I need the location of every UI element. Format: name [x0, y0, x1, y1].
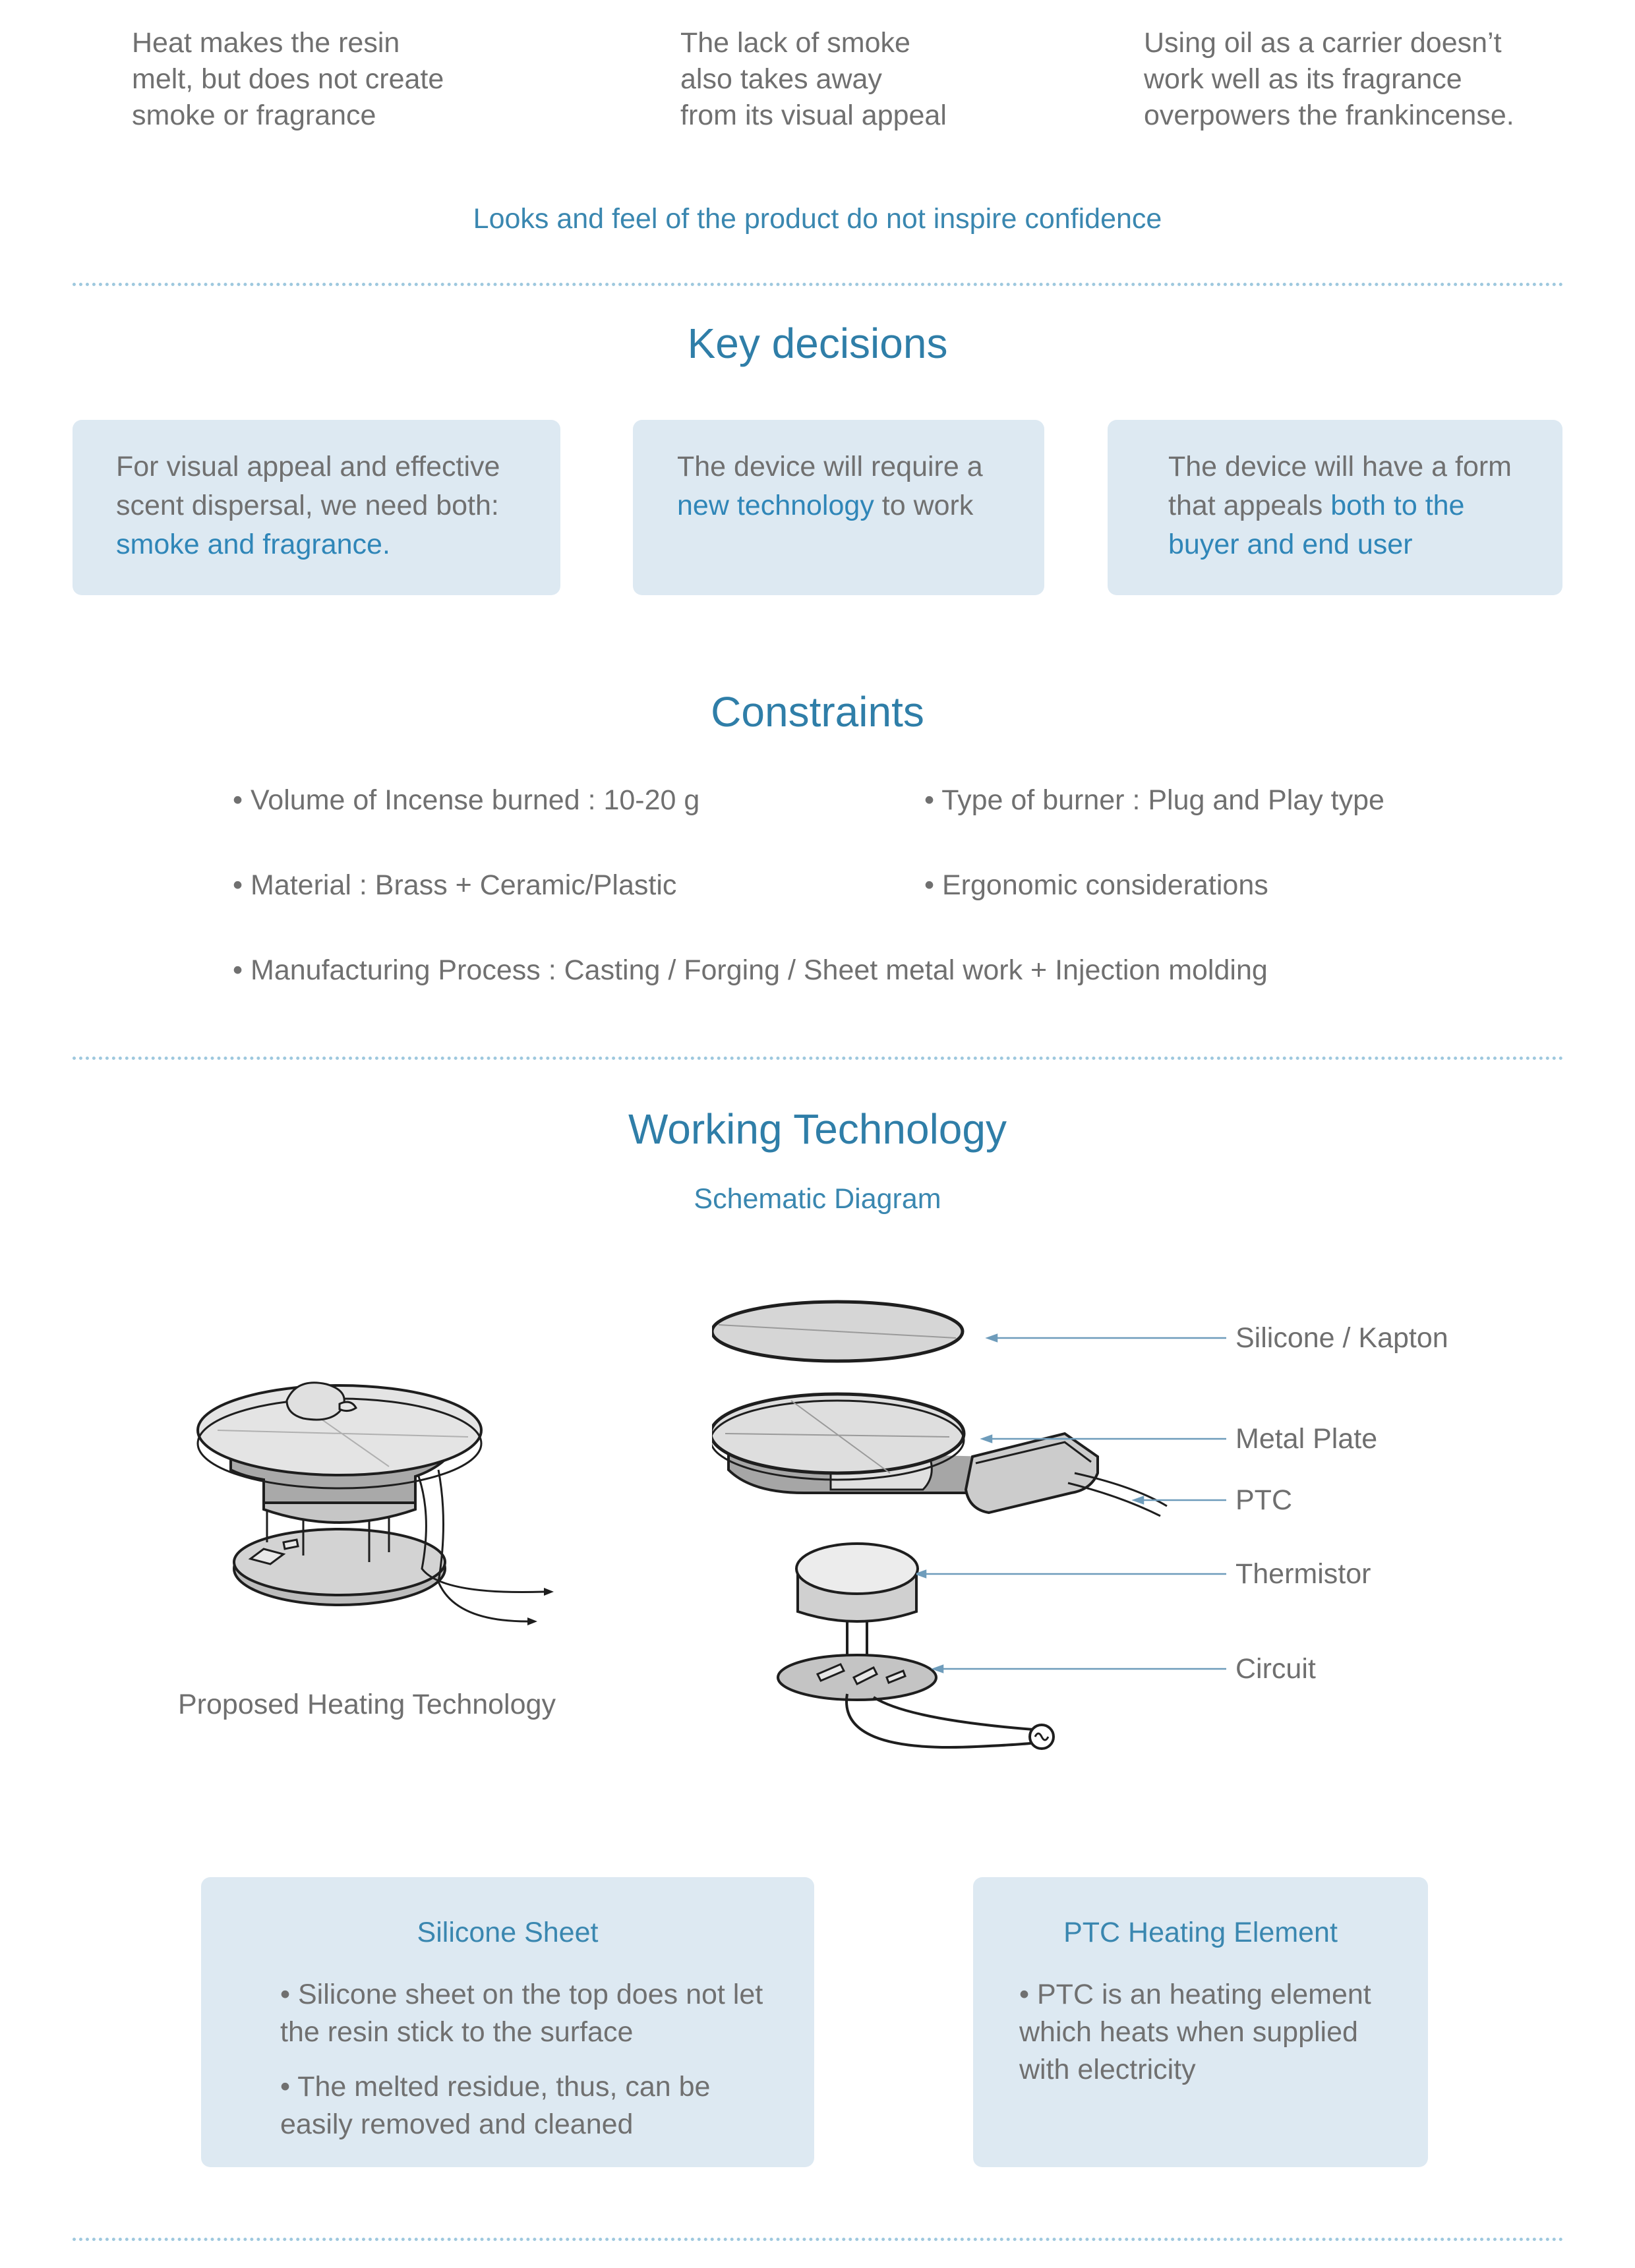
decision-card-2 — [633, 420, 1044, 595]
decision-card-3 — [1108, 420, 1562, 595]
working-technology-heading: Working Technology — [628, 1105, 1007, 1153]
section-divider — [73, 2238, 1564, 2241]
label-leader-lines — [916, 1318, 1246, 1687]
decision-text-end: to work — [874, 490, 974, 521]
key-decisions-heading: Key decisions — [687, 320, 948, 367]
section-divider — [73, 1057, 1564, 1060]
decision-text: The device will have a form that appeals — [1168, 451, 1512, 521]
decision-text: For visual appeal and effective scent dispersal, we need both: — [116, 451, 500, 521]
schematic-subtitle: Schematic Diagram — [694, 1183, 941, 1215]
silicone-point: • The melted residue, thus, can be easily removed and cleaned — [280, 2071, 711, 2140]
section-divider — [73, 283, 1564, 286]
ptc-heating-element-title: PTC Heating Element — [1063, 1917, 1338, 1948]
constraint-item: • Volume of Incense burned : 10-20 g — [233, 784, 700, 816]
problem-statement-2: The lack of smoke also takes away from its visual appeal — [680, 27, 947, 131]
label-circuit: Circuit — [1235, 1653, 1316, 1685]
proposed-heating-illustration — [178, 1345, 560, 1648]
decision-card-1 — [73, 420, 560, 595]
label-silicone-kapton: Silicone / Kapton — [1235, 1322, 1448, 1354]
decision-highlight: both to the buyer and end user — [1168, 490, 1465, 560]
label-metal-plate: Metal Plate — [1235, 1423, 1378, 1455]
proposed-heating-caption: Proposed Heating Technology — [178, 1689, 556, 1720]
constraint-item: • Type of burner : Plug and Play type — [924, 784, 1384, 816]
problem-statement-3: Using oil as a carrier doesn’t work well as its fragrance overpowers the frankincense. — [1144, 27, 1514, 131]
silicone-point: • Silicone sheet on the top does not let the resin stick to the surface — [280, 1979, 763, 2048]
constraints-heading: Constraints — [711, 688, 924, 736]
problem-statement-1: Heat makes the resin melt, but does not create smoke or fragrance — [132, 27, 444, 131]
silicone-sheet-box — [201, 1877, 814, 2167]
ptc-heating-element-box — [973, 1877, 1428, 2167]
constraint-item: • Manufacturing Process : Casting / Forging / Sheet metal work + Injection molding — [233, 954, 1268, 986]
ptc-point: • PTC is an heating element which heats when supplied with electricity — [1019, 1979, 1371, 2085]
silicone-sheet-title: Silicone Sheet — [417, 1917, 599, 1948]
label-thermistor: Thermistor — [1235, 1558, 1371, 1590]
constraint-item: • Material : Brass + Ceramic/Plastic — [233, 869, 677, 901]
problem-conclusion: Looks and feel of the product do not inspire confidence — [473, 203, 1162, 235]
decision-highlight: smoke and fragrance. — [116, 529, 390, 560]
decision-highlight: new technology — [677, 490, 874, 521]
constraint-item: • Ergonomic considerations — [924, 869, 1268, 901]
decision-text: The device will require a — [677, 451, 983, 482]
label-ptc: PTC — [1235, 1484, 1292, 1516]
